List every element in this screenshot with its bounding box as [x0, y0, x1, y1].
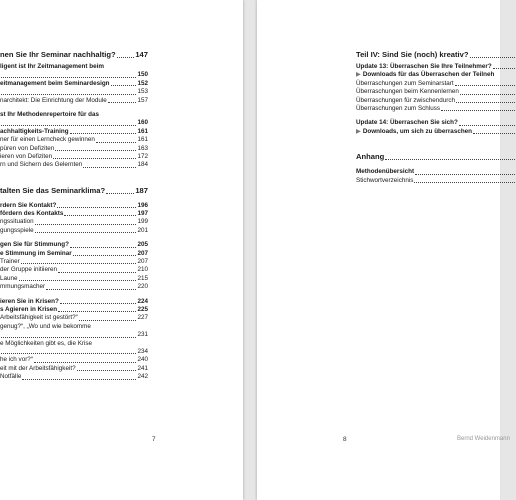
right-page — [257, 0, 510, 500]
toc-entry-page: 150 — [137, 71, 148, 79]
dot-leader — [108, 102, 137, 103]
toc-entry-title: mmungsmacher — [0, 283, 46, 291]
toc-entry-title: ner für einen Lerncheck gewinnen — [0, 136, 95, 144]
dot-leader — [96, 142, 137, 143]
toc-entry — [356, 152, 516, 162]
dot-leader — [70, 247, 137, 248]
toc-entry-page: 205 — [137, 241, 148, 249]
dot-leader — [470, 57, 515, 58]
toc-entry-page: 161 — [137, 136, 148, 144]
toc-entry-page: 207 — [137, 249, 148, 257]
toc-entry — [0, 210, 148, 218]
dot-leader — [1, 353, 136, 354]
toc-entry-title: Stichwortverzeichnis — [356, 176, 414, 184]
toc-entry — [356, 80, 516, 88]
toc-entry-title: rdern Sie Kontakt? — [0, 201, 57, 209]
toc-entry-title: der Gruppe initiieren — [0, 266, 58, 274]
toc-entry — [0, 128, 148, 136]
dot-leader — [35, 224, 137, 225]
toc-entry-page: 227 — [137, 314, 148, 322]
toc-entry-page: 161 — [137, 127, 148, 135]
dot-leader — [441, 110, 515, 111]
toc-entry — [356, 119, 516, 127]
dot-leader — [35, 232, 137, 233]
toc-entry-page: 234 — [137, 347, 148, 355]
toc-entry — [0, 136, 148, 144]
toc-entry-title: fördern des Kontakts — [0, 210, 64, 218]
dot-leader — [1, 125, 136, 126]
toc-entry-title: Methodenübersicht — [356, 168, 415, 176]
dot-leader — [21, 263, 137, 264]
toc-entry-page: 163 — [137, 144, 148, 152]
page-number-left: 7 — [152, 436, 156, 443]
table-of-contents-right — [356, 50, 516, 185]
toc-entry — [0, 331, 148, 339]
toc-entry — [0, 186, 148, 196]
toc-entry — [0, 258, 148, 266]
dot-leader — [493, 68, 515, 69]
dot-leader — [46, 289, 136, 290]
toc-entry — [0, 323, 148, 331]
toc-entry — [0, 266, 148, 274]
toc-entry — [0, 50, 148, 60]
toc-entry-page: 152 — [137, 79, 148, 87]
toc-entry-title: Trainer — [0, 258, 20, 266]
toc-entry-title: narchitekt: Die Einrichtung der Module — [0, 96, 107, 104]
toc-entry — [0, 241, 148, 249]
toc-entry-title: Update 14: Überraschen Sie sich? — [356, 119, 458, 127]
dot-leader — [460, 94, 515, 95]
toc-entry — [0, 145, 148, 153]
toc-entry — [0, 306, 148, 314]
toc-entry — [356, 105, 516, 113]
toc-entry-title: eitmanagement beim Seminardesign — [0, 79, 110, 87]
dot-leader — [117, 57, 135, 58]
toc-entry — [0, 373, 148, 381]
toc-entry-title: ieren Sie in Krisen? — [0, 297, 59, 305]
toc-entry-page: 197 — [137, 210, 148, 218]
dot-leader — [473, 133, 515, 134]
dot-leader — [70, 133, 137, 134]
toc-entry — [0, 298, 148, 306]
toc-entry-title: Laune — [0, 274, 18, 282]
toc-entry — [0, 250, 148, 258]
toc-entry — [0, 348, 148, 356]
toc-entry-title: talten Sie das Seminarklima? — [0, 185, 106, 195]
toc-entry-page: 147 — [135, 50, 148, 59]
toc-entry-title: s Agieren in Krisen — [0, 305, 58, 313]
left-page — [0, 0, 243, 500]
toc-entry — [0, 365, 148, 373]
toc-entry-title: ligent ist Ihr Zeitmanagement beim — [0, 62, 104, 70]
toc-entry-page: 240 — [137, 356, 148, 364]
dot-leader — [77, 370, 137, 371]
toc-entry — [356, 177, 516, 185]
dot-leader — [79, 320, 137, 321]
dot-leader — [456, 102, 515, 103]
toc-entry-page: 210 — [137, 266, 148, 274]
dot-leader — [22, 379, 136, 380]
toc-entry — [0, 356, 148, 364]
page-number-right: 8 — [343, 436, 347, 443]
dot-leader — [73, 255, 137, 256]
toc-entry-page: 160 — [137, 119, 148, 127]
toc-entry-page: 220 — [137, 283, 148, 291]
toc-entry-title: Update 13: Überraschen Sie Ihre Teilnehmer? — [356, 62, 492, 70]
dot-leader — [19, 280, 137, 281]
toc-entry-page: 187 — [135, 185, 148, 195]
toc-entry-page: 242 — [137, 373, 148, 381]
dot-leader — [111, 85, 137, 86]
toc-entry-page: 172 — [137, 152, 148, 160]
toc-entry-title: Überraschungen zum Seminarstart — [356, 79, 454, 87]
toc-entry-title: ngssituation — [0, 218, 34, 226]
toc-entry — [356, 97, 516, 105]
toc-entry — [356, 128, 516, 136]
dot-leader — [58, 311, 136, 312]
toc-entry-title: eit mit der Arbeitsfähigkeit? — [0, 364, 76, 372]
toc-entry-title: nen Sie Ihr Seminar nachhaltig? — [0, 50, 116, 59]
dot-leader — [106, 193, 134, 194]
toc-entry-title: Überraschungen für zwischendurch — [356, 96, 456, 104]
table-of-contents-left — [0, 50, 148, 382]
toc-entry-page: 207 — [137, 258, 148, 266]
toc-entry-title: Teil IV: Sind Sie (noch) kreativ? — [356, 50, 469, 59]
toc-entry-page: 184 — [137, 161, 148, 169]
toc-entry-title: st Ihr Methodenrepertoire für das — [0, 110, 100, 118]
toc-entry-title: Notfälle — [0, 373, 22, 381]
toc-entry-page: 153 — [137, 88, 148, 96]
toc-entry-title: ieren von Defiziten — [0, 152, 53, 160]
toc-entry-page: 157 — [137, 96, 148, 104]
toc-entry — [356, 50, 516, 60]
toc-entry — [0, 153, 148, 161]
toc-entry-page: 241 — [137, 364, 148, 372]
dot-leader — [58, 272, 136, 273]
toc-entry-title: gen Sie für Stimmung? — [0, 241, 69, 249]
toc-entry-page: 224 — [137, 297, 148, 305]
dot-leader — [34, 362, 137, 363]
author-footer: Bernd Weidenmann — [457, 436, 510, 442]
dot-leader — [53, 158, 136, 159]
toc-entry — [0, 119, 148, 127]
dot-leader — [459, 125, 515, 126]
dot-leader — [55, 150, 136, 151]
toc-entry — [0, 97, 148, 105]
dot-leader — [385, 159, 515, 160]
dot-leader — [83, 167, 136, 168]
toc-entry — [0, 283, 148, 291]
dot-leader — [455, 85, 515, 86]
toc-entry — [356, 88, 516, 96]
arrow-bullet-icon: ▶ — [356, 127, 361, 135]
toc-entry-page: 225 — [137, 305, 148, 313]
toc-entry-title: e Möglichkeiten gibt es, die Krise — [0, 339, 93, 347]
toc-entry-page: 201 — [137, 226, 148, 234]
arrow-bullet-icon: ▶ — [356, 71, 361, 79]
toc-entry — [0, 88, 148, 96]
toc-entry-title: gungsspiele — [0, 226, 34, 234]
toc-entry-title: achhaltigkeits-Training — [0, 127, 69, 135]
toc-entry — [0, 161, 148, 169]
toc-entry — [0, 202, 148, 210]
toc-entry — [0, 227, 148, 235]
dot-leader — [57, 207, 136, 208]
toc-entry — [0, 63, 148, 71]
toc-entry — [0, 111, 148, 119]
toc-entry-title: Anhang — [356, 152, 385, 162]
toc-entry-title: he ich vor?“ — [0, 356, 33, 364]
toc-entry — [0, 218, 148, 226]
toc-entry — [356, 168, 516, 176]
dot-leader — [1, 77, 136, 78]
toc-entry-title: e Stimmung im Seminar — [0, 249, 72, 257]
toc-entry — [356, 71, 516, 79]
dot-leader — [64, 215, 136, 216]
toc-entry — [0, 80, 148, 88]
toc-entry-title: Downloads für das Überraschen der Teilneh — [362, 71, 495, 79]
toc-entry-title: Überraschungen beim Kennenlernen — [356, 88, 459, 96]
toc-entry — [0, 275, 148, 283]
toc-entry — [0, 314, 148, 322]
dot-leader — [1, 337, 136, 338]
toc-entry-title: Downloads, um sich zu überraschen — [362, 127, 473, 135]
toc-entry-page: 231 — [137, 331, 148, 339]
dot-leader — [415, 174, 515, 175]
toc-entry-page: 215 — [137, 274, 148, 282]
toc-entry — [0, 340, 148, 348]
dot-leader — [1, 94, 136, 95]
toc-entry-title: Arbeitsfähigkeit ist gestört?“ — [0, 314, 78, 322]
toc-entry-title: genug?“, „Wo und wie bekomme — [0, 322, 91, 330]
dot-leader — [414, 182, 515, 183]
toc-entry-title: Überraschungen zum Schluss — [356, 104, 440, 112]
toc-entry-title: rn und Sichern des Gelernten — [0, 161, 83, 169]
toc-entry-page: 196 — [137, 201, 148, 209]
toc-entry — [0, 71, 148, 79]
toc-entry-title: püren von Defiziten — [0, 144, 55, 152]
toc-entry-page: 199 — [137, 218, 148, 226]
dot-leader — [60, 303, 137, 304]
